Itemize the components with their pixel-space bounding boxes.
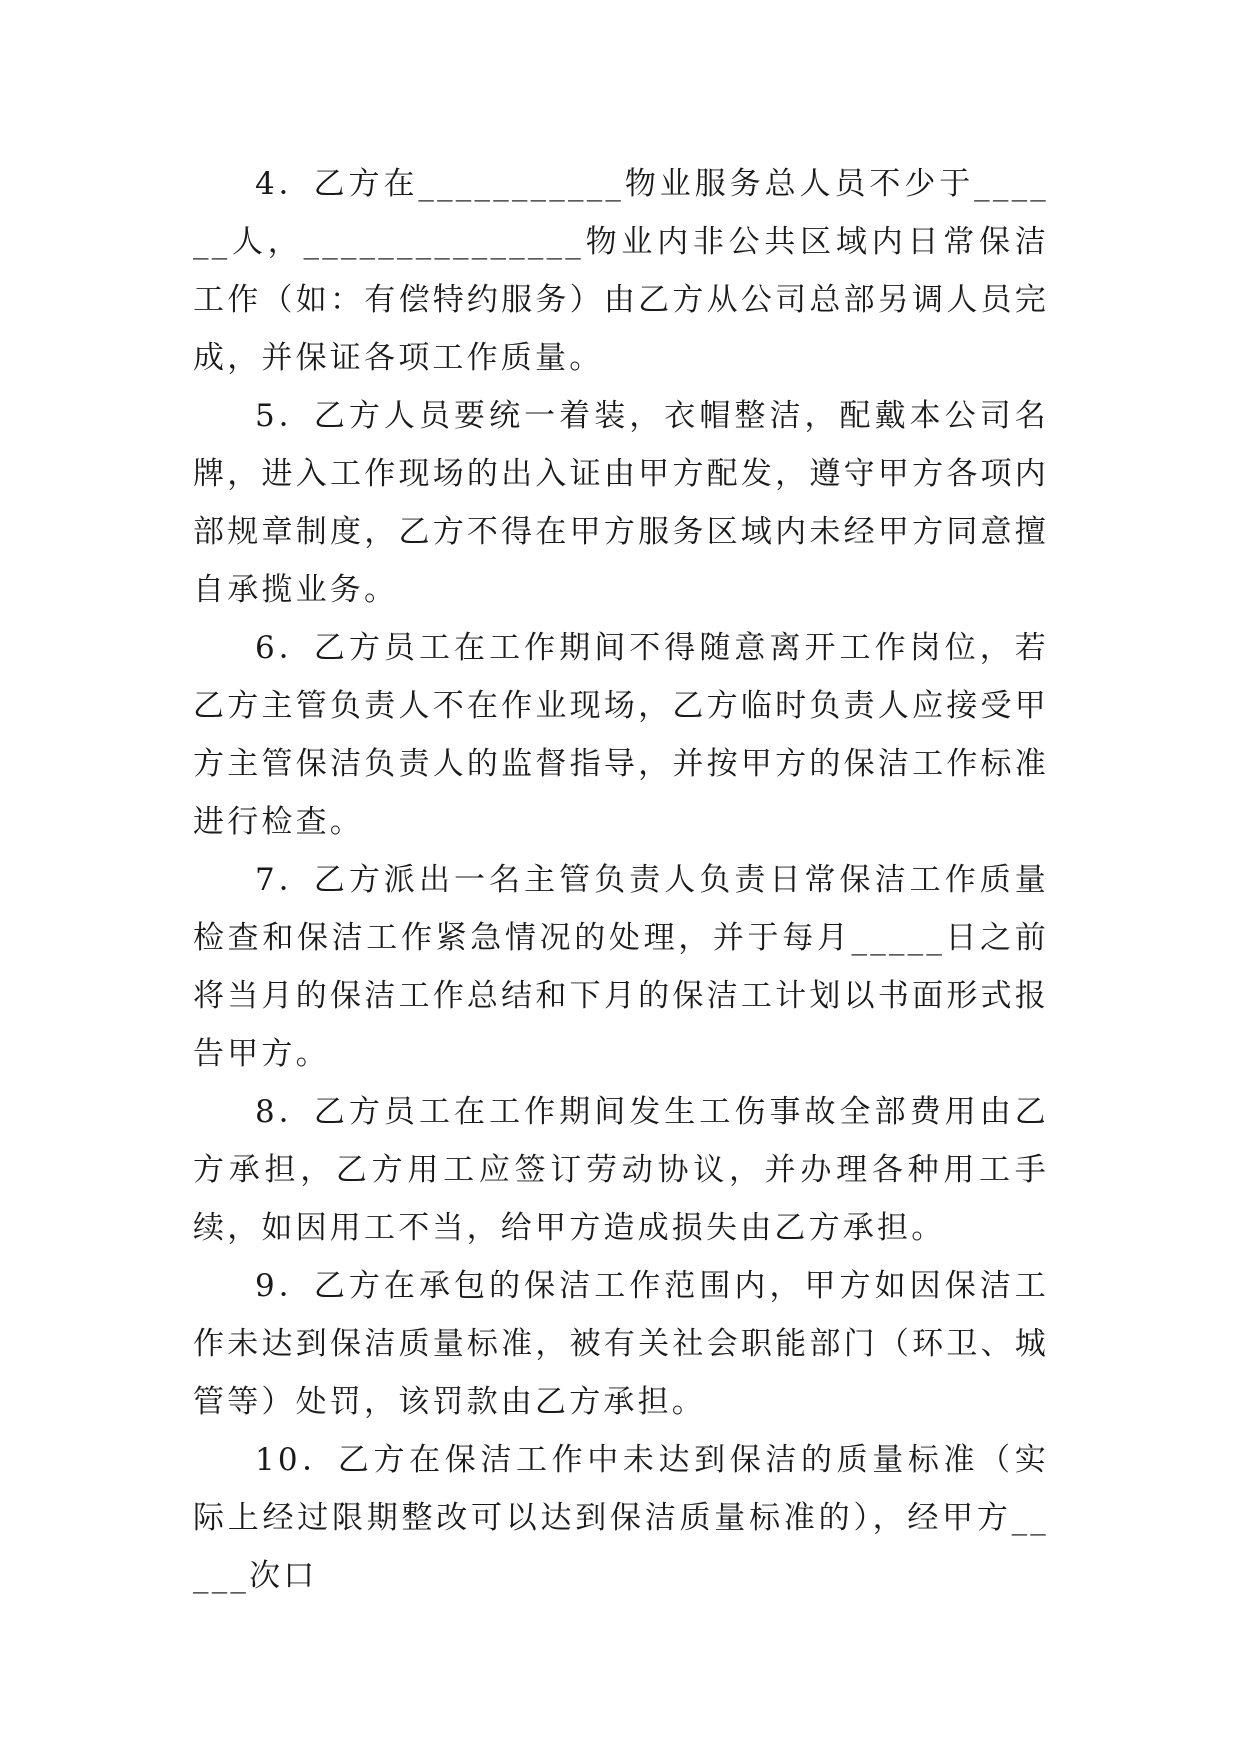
clause-6: 6．乙方员工在工作期间不得随意离开工作岗位，若乙方主管负责人不在作业现场，乙方临时负责人应接受甲方主管保洁负责人的监督指导，并按甲方的保洁工作标准进行检查。 [193,630,1049,840]
document-body [193,155,1049,1605]
clause-8: 8．乙方员工在工作期间发生工伤事故全部费用由乙方承担，乙方用工应签订劳动协议，并办理各种用工手续，如因用工不当，给甲方造成损失由乙方承担。 [193,1094,1049,1246]
clause-7: 7．乙方派出一名主管负责人负责日常保洁工作质量检查和保洁工作紧急情况的处理，并于每月_____日之前将当月的保洁工作总结和下月的保洁工计划以书面形式报告甲方。 [193,862,1049,1072]
clause-9: 9．乙方在承包的保洁工作范围内，甲方如因保洁工作未达到保洁质量标准，被有关社会职能部门（环卫、城管等）处罚，该罚款由乙方承担。 [193,1268,1049,1420]
clause-4: 4．乙方在___________物业服务总人员不少于______人，_______________物业内非公共区域内日常保洁工作（如：有偿特约服务）由乙方从公司总部另调人员完成，并保证各项工作质量。 [193,166,1049,376]
clause-5: 5．乙方人员要统一着装，衣帽整洁，配戴本公司名牌，进入工作现场的出入证由甲方配发，遵守甲方各项内部规章制度，乙方不得在甲方服务区域内未经甲方同意擅自承揽业务。 [193,398,1049,608]
clause-10: 10．乙方在保洁工作中未达到保洁的质量标准（实际上经过限期整改可以达到保洁质量标准的），经甲方_____次口 [193,1442,1049,1594]
